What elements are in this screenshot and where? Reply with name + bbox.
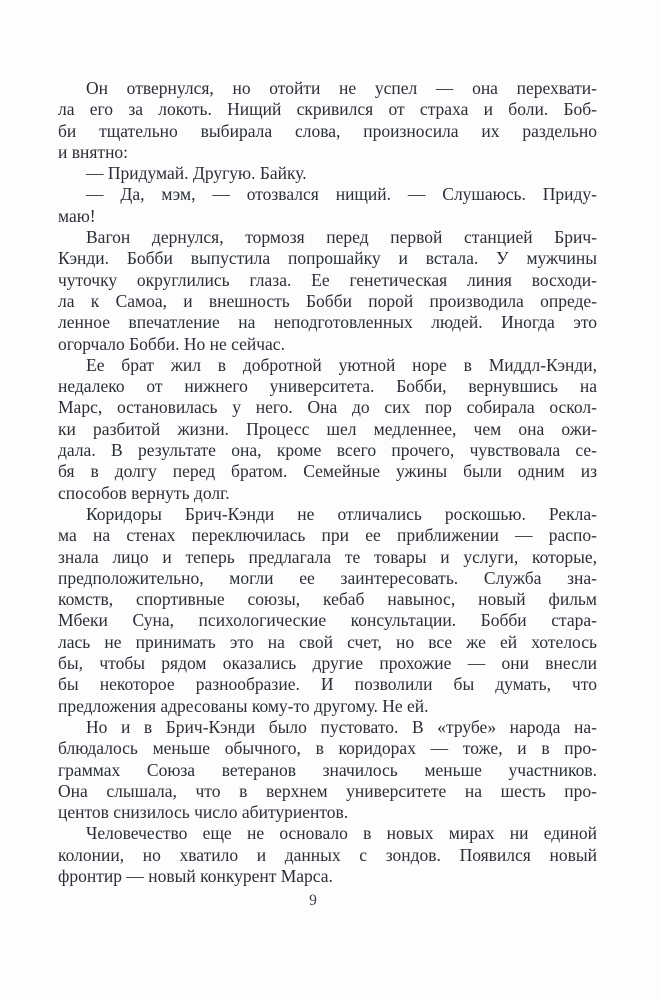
text-line: бя в долгу перед братом. Семейные ужины были одним из xyxy=(58,461,597,482)
text-line: Но и в Брич-Кэнди было пустовато. В «трубе» народа на- xyxy=(86,716,597,737)
paragraph xyxy=(58,184,597,227)
text-line: способов вернуть долг. xyxy=(58,482,230,503)
paragraph xyxy=(58,823,597,887)
text-line: чуточку округлились глаза. Ее генетическая линия восходи- xyxy=(58,269,597,290)
text-line: Кэнди. Бобби выпустила попрошайку и встала. У мужчины xyxy=(58,248,597,269)
text-line: ленное впечатление на неподготовленных людей. Иногда это xyxy=(58,312,597,333)
text-line: центов снизилось число абитуриентов. xyxy=(58,802,349,823)
text-line: би тщательно выбирала слова, произносила их раздельно xyxy=(58,120,597,141)
text-line: ла его за локоть. Нищий скривился от страха и боли. Боб- xyxy=(58,99,597,120)
text-line: ма на стенах переключилась при ее приближении — распо- xyxy=(58,525,597,546)
text-line: ла к Самоа, и внешность Бобби порой производила опреде- xyxy=(58,290,597,311)
paragraph xyxy=(58,227,597,355)
text-line: Человечество еще не основало в новых мирах ни единой xyxy=(86,823,597,844)
text-line: колонии, но хватило и данных с зондов. Появился новый xyxy=(58,844,597,865)
text-line: Коридоры Брич-Кэнди не отличались роскошью. Рекла- xyxy=(86,503,597,524)
text-line: огорчало Бобби. Но не сейчас. xyxy=(58,333,285,354)
text-line: знала лицо и теперь предлагала те товары и услуги, которые, xyxy=(58,546,597,567)
paragraph xyxy=(58,355,597,504)
text-line: предложения адресованы кому-то другому. Не ей. xyxy=(58,695,429,716)
text-block xyxy=(58,78,597,887)
text-line: граммах Союза ветеранов значилось меньше участников. xyxy=(58,759,597,780)
text-line: фронтир — новый конкурент Марса. xyxy=(58,865,333,886)
text-line: блюдалось меньше обычного, в коридорах — тоже, и в про- xyxy=(58,738,597,759)
page-number: 9 xyxy=(309,892,317,909)
text-line: Ее брат жил в добротной уютной норе в Миддл-Кэнди, xyxy=(86,354,597,375)
text-line: Марс, остановилась у него. Она до сих пор собирала оскол- xyxy=(58,397,597,418)
text-line: бы, чтобы рядом оказались другие прохожие — они внесли xyxy=(58,653,597,674)
text-line: Она слышала, что в верхнем университете на шесть про- xyxy=(58,780,597,801)
text-line: комств, спортивные союзы, кебаб навынос, новый фильм xyxy=(58,589,597,610)
text-line: ки разбитой жизни. Процесс шел медленнее, чем она ожи- xyxy=(58,418,597,439)
text-line: маю! xyxy=(58,205,96,226)
text-line: бы некоторое разнообразие. И позволили бы думать, что xyxy=(58,674,597,695)
paragraph xyxy=(58,717,597,823)
text-line: Он отвернулся, но отойти не успел — она перехвати- xyxy=(86,78,597,98)
text-line: — Придумай. Другую. Байку. xyxy=(86,163,307,184)
text-line: и внятно: xyxy=(58,141,129,162)
text-line: недалеко от нижнего университета. Бобби, вернувшись на xyxy=(58,376,597,397)
text-line: лась не принимать это на свой счет, но все же ей хотелось xyxy=(58,631,597,652)
text-line: — Да, мэм, — отозвался нищий. — Слушаюсь. Приду- xyxy=(86,184,597,205)
text-line: Вагон дернулся, тормозя перед первой станцией Брич- xyxy=(86,227,597,248)
paragraph xyxy=(58,78,597,163)
text-line: дала. В результате она, кроме всего прочего, чувствовала се- xyxy=(58,440,597,461)
paragraph xyxy=(58,163,597,184)
text-line: Мбеки Суна, психологические консультации. Бобби стара- xyxy=(58,610,597,631)
text-line: предположительно, могли ее заинтересовать. Служба зна- xyxy=(58,567,597,588)
paragraph xyxy=(58,504,597,717)
